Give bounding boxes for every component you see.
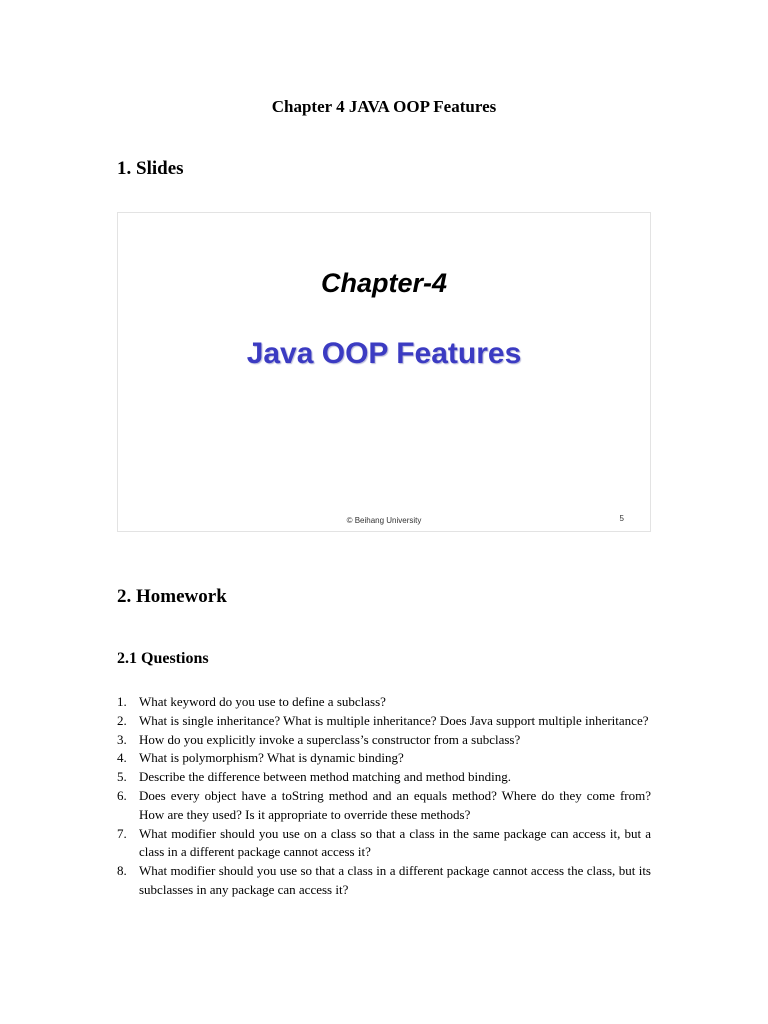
question-item: [117, 693, 651, 712]
question-text: Does every object have a toString method and an equals method? Where do they come from? How are they used? Is it appropriate to override these methods?: [139, 787, 651, 822]
question-number: 2.: [117, 712, 127, 728]
question-number: 7.: [117, 825, 127, 841]
slide-chapter-label: Chapter-4: [320, 268, 448, 298]
question-text: What is polymorphism? What is dynamic binding?: [139, 750, 404, 766]
question-item: [117, 787, 651, 825]
question-text: What keyword do you use to define a subclass?: [139, 694, 386, 709]
question-number: 6.: [117, 787, 127, 803]
slide-page-number: 5: [619, 514, 624, 523]
question-item: [117, 825, 651, 863]
section-heading-homework: 2. Homework: [117, 586, 227, 607]
question-item: [117, 749, 651, 768]
questions-list: [117, 693, 651, 900]
question-item: [117, 712, 651, 731]
slide-image: [117, 212, 651, 532]
subsection-heading-questions: 2.1 Questions: [117, 650, 209, 667]
question-item: [117, 862, 651, 900]
slide-footer-copyright: © Beihang University: [346, 516, 422, 525]
question-number: 5.: [117, 769, 127, 785]
slide-title: Java OOP Features: [246, 337, 522, 370]
question-item: [117, 731, 651, 750]
question-item: [117, 768, 651, 787]
question-number: 3.: [117, 731, 127, 747]
question-text: What is single inheritance? What is multiple inheritance? Does Java support multiple inheritance?: [139, 712, 649, 728]
question-text: What modifier should you use so that a class in a different package cannot access the class, but its subclasses in any package can access it?: [139, 863, 651, 897]
question-text: What modifier should you use on a class so that a class in the same package can access it, but a class in a different package cannot access it?: [139, 825, 651, 860]
document-title: Chapter 4 JAVA OOP Features: [271, 97, 497, 116]
question-number: 1.: [117, 694, 127, 709]
question-number: 8.: [117, 863, 127, 879]
question-number: 4.: [117, 750, 127, 766]
question-text: How do you explicitly invoke a superclass’s constructor from a subclass?: [139, 731, 521, 747]
section-heading-slides: 1. Slides: [117, 158, 184, 179]
question-text: Describe the difference between method matching and method binding.: [139, 769, 511, 785]
